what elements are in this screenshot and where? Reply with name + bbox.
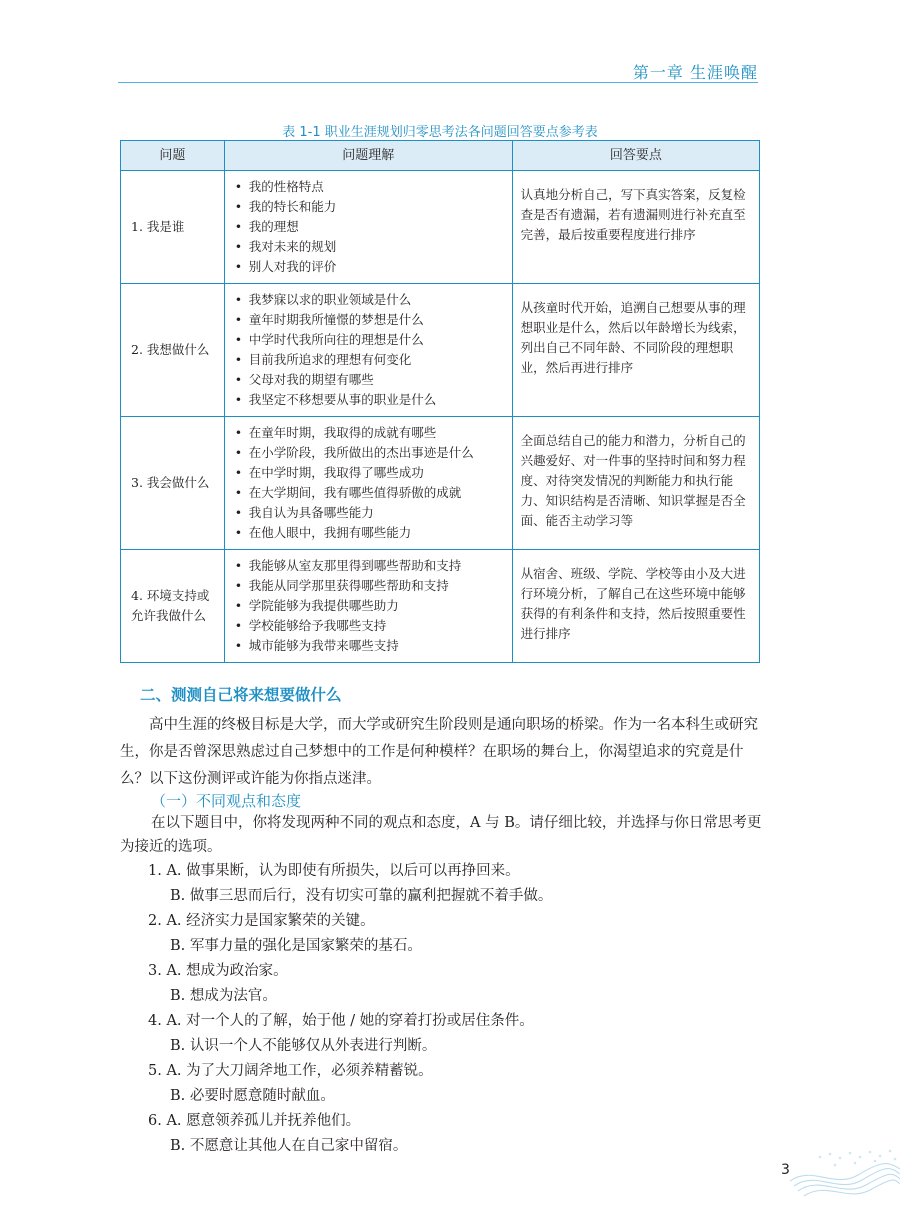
- bullet-item: • 我自认为具备哪些能力: [235, 503, 504, 523]
- bullet-item: • 目前我所追求的理想有何变化: [235, 350, 504, 370]
- instruction-paragraph: 在以下题目中，你将发现两种不同的观点和态度，A 与 B。请仔细比较，并选择与你日常思考更为接近的选项。: [120, 815, 762, 855]
- intro-paragraph: 高中生涯的终极目标是大学，而大学或研究生阶段则是通向职场的桥梁。作为一名本科生或研究生，你是否曾深思熟虑过自己梦想中的工作是何种模样？在职场的舞台上，你渴望追求的究竟是什么？以下这份测评或许能为你指点迷津。: [120, 717, 758, 787]
- answer-cell: 从宿舍、班级、学院、学校等由小及大进行环境分析，了解自己在这些环境中能够获得的有利条件和支持，然后按照重要性进行排序: [512, 550, 759, 663]
- option-a: 6. A. 愿意领养孤儿并抚养他们。: [148, 1113, 361, 1129]
- table-row: [121, 171, 760, 284]
- bullet-item: • 我能从同学那里获得哪些帮助和支持: [235, 576, 504, 596]
- bullet-item: • 我的性格特点: [235, 177, 504, 197]
- option-a: 5. A. 为了大刀阔斧地工作，必须养精蓄锐。: [148, 1063, 433, 1079]
- bullet-item: • 城市能够为我带来哪些支持: [235, 636, 504, 656]
- bullet-item: • 学院能够为我提供哪些助力: [235, 596, 504, 616]
- option-b: B. 想成为法官。: [170, 988, 277, 1004]
- understanding-cell: [224, 171, 512, 284]
- table-row: [121, 417, 760, 550]
- understanding-cell: [224, 550, 512, 663]
- bullet-item: • 在小学阶段，我所做出的杰出事迹是什么: [235, 443, 504, 463]
- bullet-item: • 别人对我的评价: [235, 257, 504, 277]
- question-cell: 4. 环境支持或允许我做什么: [121, 550, 225, 663]
- page-number: 3: [781, 1162, 790, 1178]
- answer-cell: 从孩童时代开始，追溯自己想要从事的理想职业是什么，然后以年龄增长为线索，列出自己不同年龄、不同阶段的理想职业，然后再进行排序: [512, 284, 759, 417]
- bullet-item: • 中学时代我所向往的理想是什么: [235, 330, 504, 350]
- section-heading: 二、测测自己将来想要做什么: [140, 686, 342, 704]
- column-header: 问题: [121, 141, 225, 171]
- bullet-item: • 我能够从室友那里得到哪些帮助和支持: [235, 556, 504, 576]
- bullet-item: • 我对未来的规划: [235, 237, 504, 257]
- option-b: B. 必要时愿意随时献血。: [170, 1088, 335, 1104]
- column-header: 回答要点: [512, 141, 759, 171]
- option-a: 4. A. 对一个人的了解，始于他 / 她的穿着打扮或居住条件。: [148, 1013, 534, 1029]
- bullet-item: • 我的特长和能力: [235, 197, 504, 217]
- option-a: 2. A. 经济实力是国家繁荣的关键。: [148, 913, 375, 929]
- chapter-title: 第一章 生涯唤醒: [632, 63, 758, 82]
- answer-cell: 认真地分析自己，写下真实答案，反复检查是否有遗漏，若有遗漏则进行补充直至完善，最后按重要程度进行排序: [512, 171, 759, 284]
- column-header: 问题理解: [224, 141, 512, 171]
- option-b: B. 做事三思而后行，没有切实可靠的赢利把握就不着手做。: [170, 888, 553, 904]
- table-caption: 表 1-1 职业生涯规划归零思考法各问题回答要点参考表: [282, 125, 598, 140]
- bullet-item: • 在他人眼中，我拥有哪些能力: [235, 523, 504, 543]
- table-row: [121, 550, 760, 663]
- bullet-item: • 学校能够给予我哪些支持: [235, 616, 504, 636]
- bullet-item: • 在童年时期，我取得的成就有哪些: [235, 423, 504, 443]
- question-cell: 1. 我是谁: [121, 171, 225, 284]
- understanding-cell: [224, 284, 512, 417]
- option-b: B. 不愿意让其他人在自己家中留宿。: [170, 1138, 408, 1154]
- option-a: 3. A. 想成为政治家。: [148, 963, 288, 979]
- table-header-row: [121, 141, 760, 171]
- answer-cell: 全面总结自己的能力和潜力，分析自己的兴趣爱好、对一件事的坚持时间和努力程度、对待突发情况的判断能力和执行能力、知识结构是否清晰、知识掌握是否全面、能否主动学习等: [512, 417, 759, 550]
- bullet-item: • 我梦寐以求的职业领域是什么: [235, 290, 504, 310]
- bullet-item: • 我坚定不移想要从事的职业是什么: [235, 390, 504, 410]
- bullet-item: • 在中学时期，我取得了哪些成功: [235, 463, 504, 483]
- bullet-item: • 童年时期我所憧憬的梦想是什么: [235, 310, 504, 330]
- option-a: 1. A. 做事果断，认为即使有所损失，以后可以再挣回来。: [148, 863, 520, 879]
- reference-table: [120, 140, 760, 663]
- question-list: [148, 859, 768, 1159]
- header-rule: [118, 82, 758, 83]
- question-cell: 3. 我会做什么: [121, 417, 225, 550]
- understanding-cell: [224, 417, 512, 550]
- bullet-item: • 父母对我的期望有哪些: [235, 370, 504, 390]
- table-row: [121, 284, 760, 417]
- option-b: B. 军事力量的强化是国家繁荣的基石。: [170, 938, 422, 954]
- bullet-item: • 在大学期间，我有哪些值得骄傲的成就: [235, 483, 504, 503]
- question-cell: 2. 我想做什么: [121, 284, 225, 417]
- subsection-heading: （一）不同观点和态度: [151, 792, 302, 810]
- option-b: B. 认识一个人不能够仅从外表进行判断。: [170, 1038, 437, 1054]
- bullet-item: • 我的理想: [235, 217, 504, 237]
- wave-decoration: [790, 1145, 900, 1200]
